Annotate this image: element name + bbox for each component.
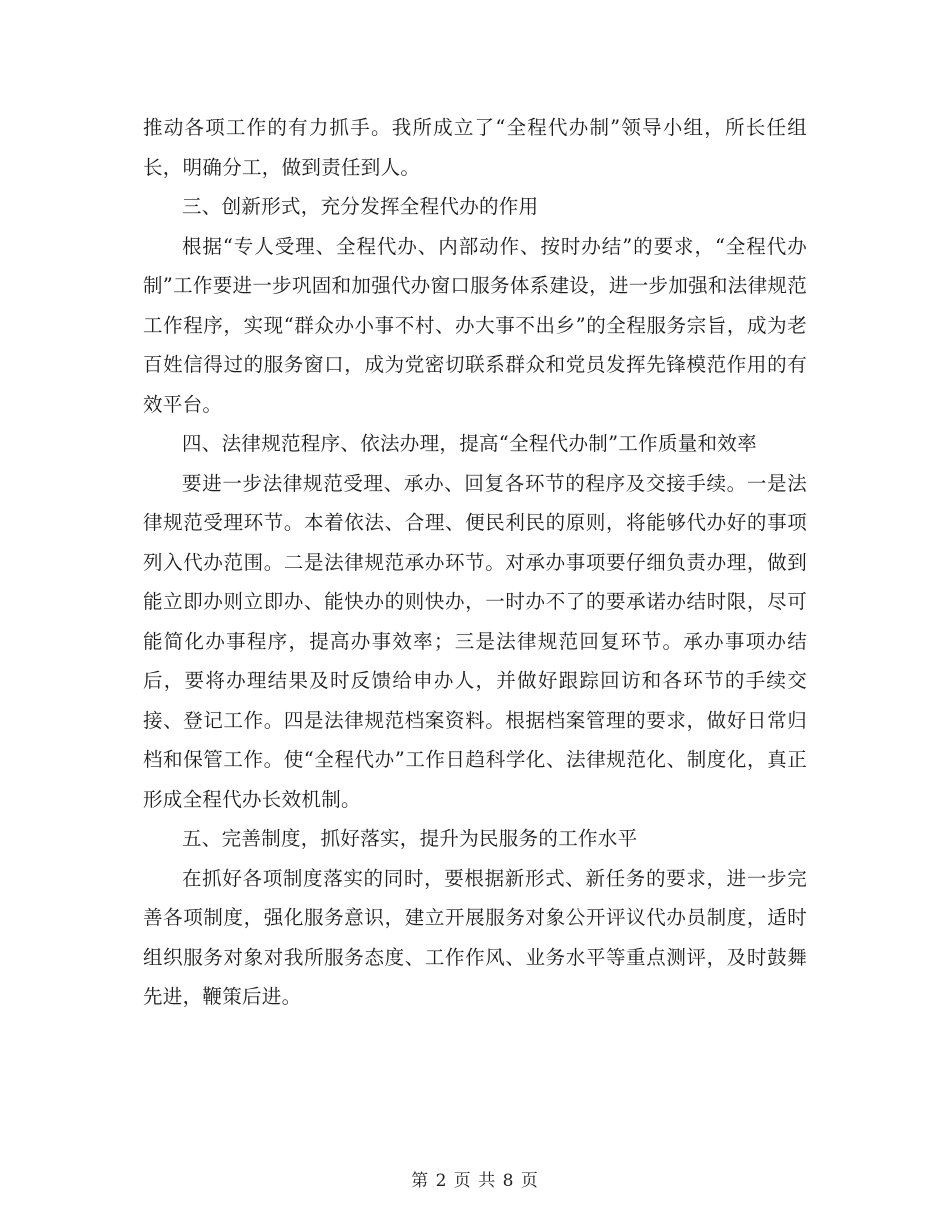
paragraph-section-3: 根据“专人受理、全程代办、内部动作、按时办结”的要求，“全程代办制”工作要进一步巩固和加强代办窗口服务体系建设，进一步加强和法律规范工作程序，实现“群众办小事不村、办大事不出乡”的全程服务宗旨，成为老百姓信得过的服务窗口，成为党密切联系群众和党员发挥先锋模范作用的有效平台。 (143, 234, 807, 416)
paragraph-section-4: 要进一步法律规范受理、承办、回复各环节的程序及交接手续。一是法律规范受理环节。本着依法、合理、便民利民的原则，将能够代办好的事项列入代办范围。二是法律规范承办环节。对承办事项要仔细负责办理，做到能立即办则立即办、能快办的则快办，一时办不了的要承诺办结时限，尽可能简化办事程序，提高办事效率；三是法律规范回复环节。承办事项办结后，要将办理结果及时反馈给申办人，并做好跟踪回访和各环节的手续交接、登记工作。四是法律规范档案资料。根据档案管理的要求，做好日常归档和保管工作。使“全程代办”工作日趋科学化、法律规范化、制度化，真正形成全程代办长效机制。 (143, 471, 807, 811)
section-heading-5: 五、完善制度，抓好落实，提升为民服务的工作水平 (182, 827, 638, 850)
paragraph-continuation: 推动各项工作的有力抓手。我所成立了“全程代办制”领导小组，所长任组长，明确分工，做到责任到人。 (143, 116, 807, 179)
section-heading-4: 四、法律规范程序、依法办理，提高“全程代办制”工作质量和效率 (182, 432, 757, 455)
paragraph-section-5: 在抓好各项制度落实的同时，要根据新形式、新任务的要求，进一步完善各项制度，强化服务意识，建立开展服务对象公开评议代办员制度，适时组织服务对象对我所服务态度、工作作风、业务水平等重点测评，及时鼓舞先进，鞭策后进。 (143, 866, 807, 1008)
section-heading-3: 三、创新形式，充分发挥全程代办的作用 (182, 195, 539, 218)
document-body (143, 108, 807, 1017)
page-number-footer: 第 2 页 共 8 页 (411, 1171, 539, 1191)
